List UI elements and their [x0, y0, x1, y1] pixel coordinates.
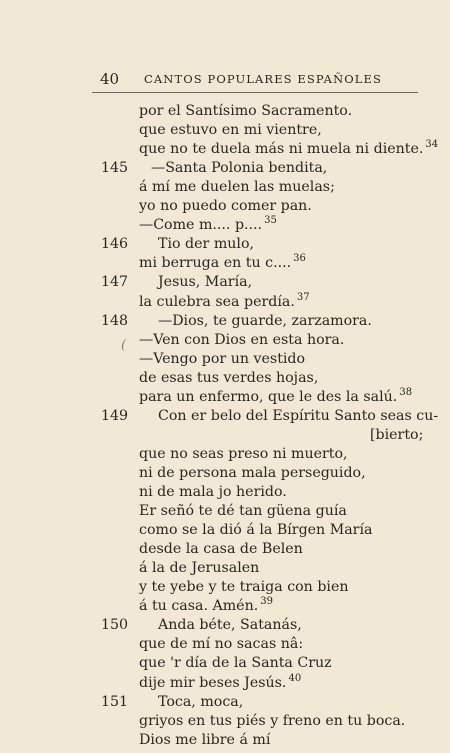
- verse-line: [0, 692, 450, 712]
- verse-text: como se la dió á la Bírgen María: [139, 522, 373, 539]
- verse-text: Tio der mulo,: [158, 236, 255, 253]
- verse-text: Dios me libre á mí: [139, 731, 271, 748]
- verse-text: —Dios, te guarde, zarzamora.: [158, 312, 372, 329]
- verse-line: [0, 730, 450, 750]
- footnote-ref: 39: [260, 596, 273, 608]
- verse-line: [0, 673, 450, 693]
- footnote-ref: 34: [425, 139, 439, 151]
- verse-text: —Santa Polonia bendita,: [151, 160, 328, 177]
- verse-line: [0, 425, 450, 445]
- verse-line: [0, 406, 450, 426]
- verse-text: Toca, moca,: [158, 693, 244, 710]
- verse-text: —Vengo por un vestido: [139, 350, 306, 367]
- verse-text: ni de persona mala perseguido,: [139, 464, 366, 481]
- verse-line: [0, 577, 450, 597]
- footnote-ref: 35: [264, 215, 277, 227]
- verse-line: [0, 196, 450, 216]
- verse-line: [0, 615, 450, 635]
- verse-text: Jesus, María,: [158, 274, 253, 291]
- verse-text: que de mí no sacas nâ:: [139, 636, 304, 653]
- verse-number: 145: [101, 160, 129, 177]
- verse-line: [0, 596, 450, 616]
- verse-line: [0, 177, 450, 197]
- verse-text: por el Santísimo Sacramento.: [139, 103, 353, 119]
- verse-text: Anda béte, Satanás,: [158, 617, 302, 634]
- verse-line: [0, 711, 450, 731]
- verse-number: 149: [101, 407, 129, 424]
- verse-line: [0, 539, 450, 559]
- verse-line: [0, 330, 450, 350]
- verse-line: [0, 501, 450, 521]
- verse-line: [0, 463, 450, 483]
- margin-mark: (: [121, 338, 127, 353]
- verse-text: griyos en tus piés y freno en tu boca.: [139, 712, 406, 729]
- verse-text: Con er belo del Espíritu Santo seas cu-: [158, 407, 439, 424]
- verse-line: [0, 253, 450, 273]
- verse-text: y te yebe y te traiga con bien: [139, 579, 349, 596]
- verse-line: [0, 558, 450, 578]
- running-title: CANTOS POPULARES ESPAÑOLES: [144, 72, 382, 86]
- verse-text: á mí me duelen las muelas;: [139, 179, 335, 196]
- verse-text: á la de Jerusalen: [139, 560, 260, 577]
- verse-text: á tu casa. Amén.: [139, 598, 259, 615]
- verse-number: 148: [101, 312, 129, 329]
- footnote-ref: 36: [293, 253, 306, 265]
- verse-text: [bierto;: [370, 426, 424, 443]
- verse-text: que estuvo en mi vientre,: [139, 122, 322, 139]
- verse-text: —Ven con Dios en esta hora.: [139, 331, 345, 348]
- page-number: 40: [100, 70, 120, 88]
- verse-line: [0, 387, 450, 407]
- verse-text: ni de mala jo herido.: [139, 484, 287, 500]
- verse-line: [0, 444, 450, 464]
- verse-line: [0, 101, 450, 121]
- verse-line: [0, 292, 450, 312]
- verse-text: desde la casa de Belen: [139, 541, 303, 558]
- verse-line: [0, 272, 450, 292]
- verse-text: yo no puedo comer pan.: [139, 198, 312, 215]
- verse-line: [0, 634, 450, 654]
- verse-text: dije mir beses Jesús.: [139, 674, 287, 691]
- verse-text: para un enfermo, que le des la salú.: [139, 388, 398, 405]
- verse-text: que no te duela más ni muela ni diente.: [139, 141, 424, 158]
- verse-text: la culebra sea perdía.: [139, 293, 295, 310]
- verse-text: mi berruga en tu c....: [139, 255, 292, 272]
- verse-number: 147: [101, 274, 129, 291]
- verse-line: [0, 139, 450, 159]
- footnote-ref: 40: [288, 672, 302, 684]
- verse-text: que 'r día de la Santa Cruz: [139, 655, 332, 672]
- verse-number: 150: [101, 617, 129, 634]
- footnote-ref: 37: [296, 291, 310, 303]
- footnote-ref: 38: [399, 386, 413, 398]
- verse-line: [0, 482, 450, 502]
- verse-text: que no seas preso ni muerto,: [139, 445, 348, 462]
- verse-line: [0, 349, 450, 369]
- verse-line: [0, 234, 450, 254]
- verse-text: de esas tus verdes hojas,: [139, 369, 319, 386]
- verse-text: —Come m.... p....: [139, 217, 263, 234]
- verse-line: [0, 158, 450, 178]
- verse-line: [0, 368, 450, 388]
- verse-line: [0, 311, 450, 331]
- verse-line: [0, 215, 450, 235]
- verse-line: [0, 653, 450, 673]
- verse-number: 151: [101, 693, 129, 710]
- verse-text: Er señó te dé tan güena guía: [139, 503, 347, 520]
- verse-line: [0, 520, 450, 540]
- verse-line: [0, 120, 450, 140]
- verse-number: 146: [101, 236, 129, 253]
